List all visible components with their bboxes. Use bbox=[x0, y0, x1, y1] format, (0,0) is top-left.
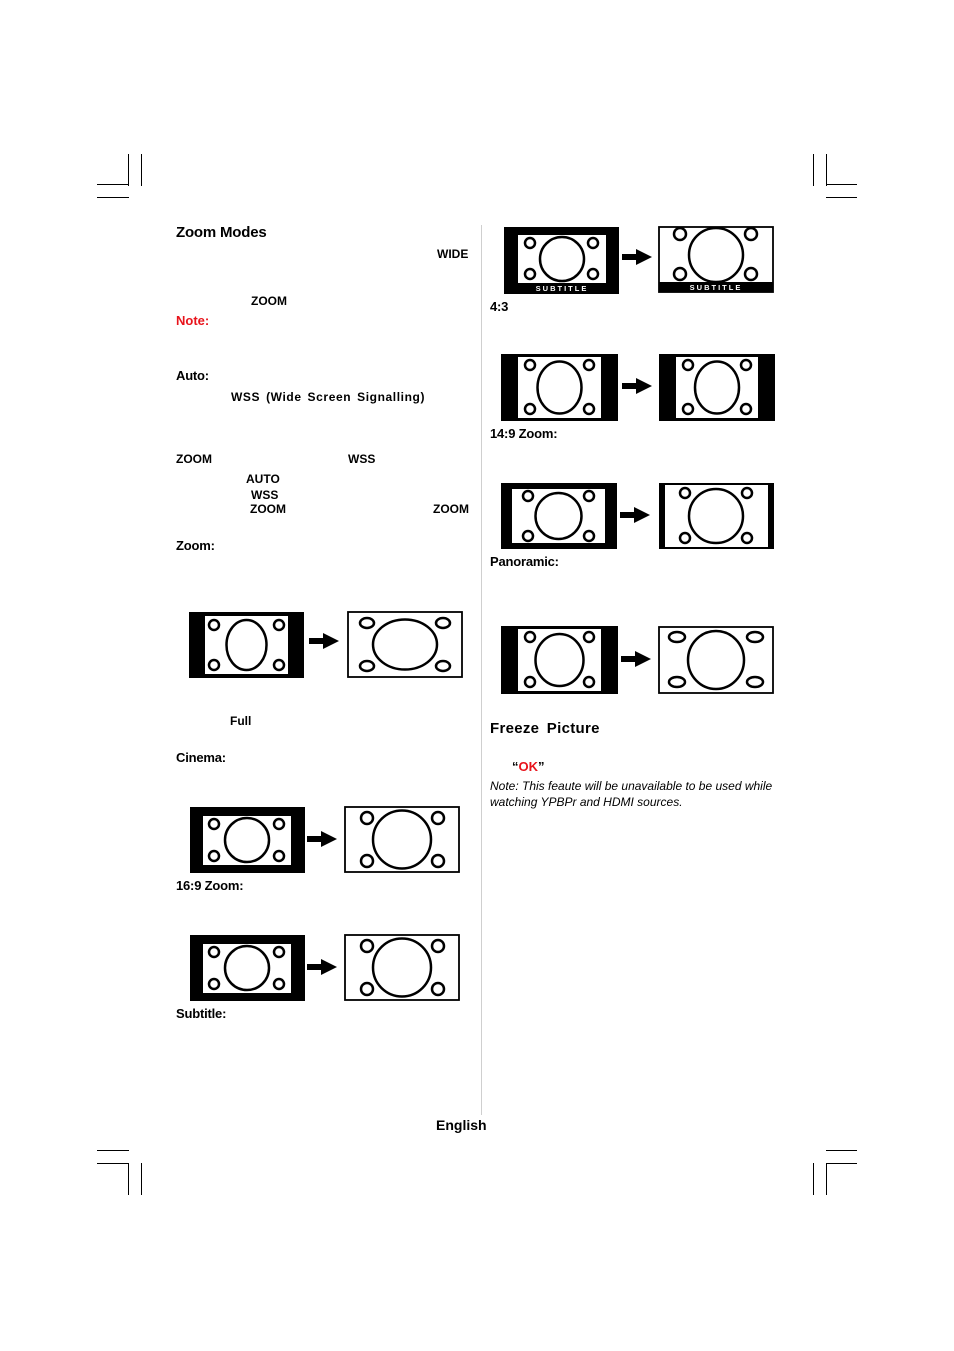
ok-close-quote: ” bbox=[538, 759, 545, 774]
zoom-16-9-diagram bbox=[187, 932, 467, 1004]
subtitle-caption-left: SUBTITLE bbox=[535, 284, 589, 293]
full-label: Full bbox=[230, 714, 252, 728]
zoom-label-2: ZOOM bbox=[176, 452, 212, 466]
ratio-4-3-diagram bbox=[499, 352, 779, 424]
cinema-mode-label: Cinema: bbox=[176, 750, 226, 765]
zoom-mode-label: Zoom: bbox=[176, 538, 215, 553]
zoom-modes-heading: Zoom Modes bbox=[176, 224, 267, 241]
subtitle-mode-label: Subtitle: bbox=[176, 1006, 227, 1021]
zoom-16-9-label: 16:9 Zoom: bbox=[176, 878, 244, 893]
ok-open-quote: “ bbox=[512, 759, 519, 774]
wss-text: WSS (Wide Screen Signalling) bbox=[231, 390, 426, 404]
freeze-picture-heading: Freeze Picture bbox=[490, 720, 600, 737]
footer-language: English bbox=[436, 1117, 487, 1133]
ratio-4-3-label: 4:3 bbox=[490, 299, 509, 314]
zoom-button-label: ZOOM bbox=[251, 294, 287, 308]
zoom-label-3: ZOOM bbox=[250, 502, 286, 516]
zoom-mode-diagram bbox=[186, 609, 466, 681]
freeze-note-line-1: Note: This feaute will be unavailable to be used while bbox=[490, 779, 773, 793]
subtitle-caption-right: SUBTITLE bbox=[689, 283, 743, 292]
subtitle-mode-diagram bbox=[502, 225, 782, 297]
wss-label-2: WSS bbox=[348, 452, 376, 466]
auto-mode-label: Auto: bbox=[176, 368, 209, 383]
wss-label-3: WSS bbox=[251, 488, 279, 502]
auto-label-2: AUTO bbox=[246, 472, 280, 486]
cinema-mode-diagram bbox=[187, 804, 467, 876]
panoramic-diagram bbox=[499, 624, 779, 696]
wide-button-label: WIDE bbox=[437, 247, 469, 261]
zoom-14-9-label: 14:9 Zoom: bbox=[490, 426, 558, 441]
freeze-note-line-2: watching YPBPr and HDMI sources. bbox=[490, 795, 683, 809]
column-divider bbox=[481, 225, 482, 1115]
zoom-14-9-diagram bbox=[498, 480, 778, 552]
ok-button-text bbox=[512, 759, 545, 774]
panoramic-label: Panoramic: bbox=[490, 554, 559, 569]
note-label: Note: bbox=[176, 313, 210, 328]
zoom-label-4: ZOOM bbox=[433, 502, 469, 516]
ok-label: OK bbox=[518, 759, 538, 774]
